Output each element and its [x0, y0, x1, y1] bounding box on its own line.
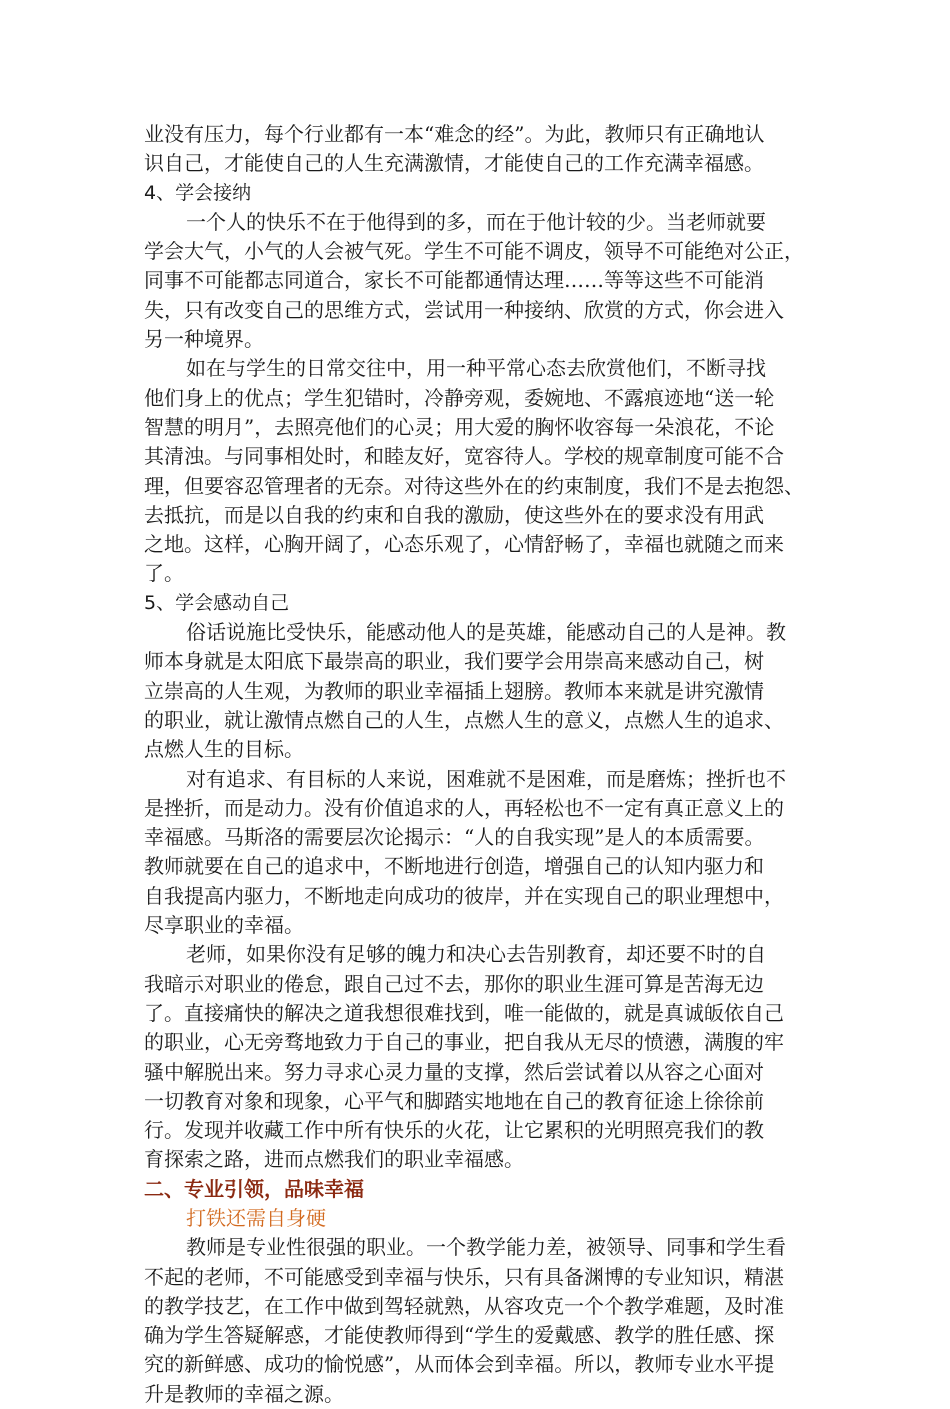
paragraph-line: 理，但要容忍管理者的无奈。对待这些外在的约束制度，我们不是去抱怨、: [144, 473, 804, 498]
paragraph-line: 一切教育对象和现象，心平气和脚踏实地地在自己的教育征途上徐徐前: [144, 1088, 764, 1113]
paragraph-line: 失，只有改变自己的思维方式，尝试用一种接纳、欣赏的方式，你会进入: [144, 297, 784, 322]
paragraph-line: 师本身就是太阳底下最崇高的职业，我们要学会用崇高来感动自己，树: [144, 649, 764, 674]
paragraph-line: 自我提高内驱力，不断地走向成功的彼岸，并在实现自己的职业理想中，: [144, 883, 784, 908]
subsection-heading: 4、学会接纳: [144, 181, 252, 204]
document-page: [144, 120, 816, 1409]
paragraph-line: 升是教师的幸福之源。: [144, 1381, 344, 1406]
paragraph-line: 其清浊。与同事相处时，和睦友好，宽容待人。学校的规章制度可能不合: [144, 444, 784, 469]
paragraph-line: 教师就要在自己的追求中，不断地进行创造，增强自己的认知内驱力和: [144, 854, 764, 879]
paragraph-first-line: 老师，如果你没有足够的魄力和决心去告别教育，却还要不时的自: [186, 942, 766, 967]
paragraph-line: 育探索之路，进而点燃我们的职业幸福感。: [144, 1147, 524, 1172]
paragraph-line: 我暗示对职业的倦怠，跟自己过不去，那你的职业生涯可算是苦海无边: [144, 971, 764, 996]
paragraph-line: 骚中解脱出来。努力寻求心灵力量的支撑，然后尝试着以从容之心面对: [144, 1059, 764, 1084]
paragraph-line: 他们身上的优点；学生犯错时，冷静旁观，委婉地、不露痕迹地“送一轮: [144, 385, 775, 410]
paragraph-line: 的职业，就让激情点燃自己的人生，点燃人生的意义，点燃人生的追求、: [144, 707, 784, 732]
paragraph-line: 行。发现并收藏工作中所有快乐的火花，让它累积的光明照亮我们的教: [144, 1118, 764, 1143]
paragraph-line: 了。: [144, 561, 184, 586]
paragraph-line: 的教学技艺，在工作中做到驾轻就熟，从容攻克一个个教学难题，及时准: [144, 1293, 784, 1318]
paragraph-line: 业没有压力，每个行业都有一本“难念的经”。为此，教师只有正确地认: [144, 122, 765, 146]
paragraph-line: 了。直接痛快的解决之道我想很难找到，唯一能做的，就是真诚皈依自己: [144, 1000, 784, 1025]
paragraph-line: 之地。这样，心胸开阔了，心态乐观了，心情舒畅了，幸福也就随之而来: [144, 532, 784, 557]
paragraph-line: 点燃人生的目标。: [144, 737, 304, 762]
paragraph-line: 同事不可能都志同道合，家长不可能都通情达理……等等这些不可能消: [144, 268, 764, 293]
paragraph-line: 学会大气，小气的人会被气死。学生不可能不调皮，领导不可能绝对公正，: [144, 239, 804, 264]
paragraph-first-line: 俗话说施比受快乐，能感动他人的是英雄，能感动自己的人是神。教: [186, 620, 786, 645]
paragraph-line: 是挫折，而是动力。没有价值追求的人，再轻松也不一定有真正意义上的: [144, 795, 784, 820]
paragraph-line: 识自己，才能使自己的人生充满激情，才能使自己的工作充满幸福感。: [144, 151, 764, 176]
paragraph-first-line: 如在与学生的日常交往中，用一种平常心态去欣赏他们，不断寻找: [186, 356, 766, 381]
paragraph-line: 确为学生答疑解惑，才能使教师得到“学生的爱戴感、教学的胜任感、探: [144, 1323, 775, 1348]
paragraph-first-line: 教师是专业性很强的职业。一个教学能力差，被领导、同事和学生看: [186, 1235, 786, 1260]
paragraph-first-line: 一个人的快乐不在于他得到的多，而在于他计较的少。当老师就要: [186, 209, 766, 234]
paragraph-first-line: 对有追求、有目标的人来说，困难就不是困难，而是磨炼；挫折也不: [186, 766, 786, 791]
paragraph-line: 的职业，心无旁骛地致力于自己的事业，把自我从无尽的愤懑，满腹的牢: [144, 1030, 784, 1055]
paragraph-line: 不起的老师，不可能感受到幸福与快乐，只有具备渊博的专业知识，精湛: [144, 1264, 784, 1289]
paragraph-line: 尽享职业的幸福。: [144, 913, 304, 938]
section-heading: 二、专业引领，品味幸福: [144, 1176, 364, 1201]
paragraph-line: 智慧的明月”，去照亮他们的心灵；用大爱的胸怀收容每一朵浪花，不论: [144, 414, 775, 439]
paragraph-line: 另一种境界。: [144, 327, 264, 352]
paragraph-line: 幸福感。马斯洛的需要层次论揭示：“人的自我实现”是人的本质需要。: [144, 825, 765, 850]
paragraph-line: 立崇高的人生观，为教师的职业幸福插上翅膀。教师本来就是讲究激情: [144, 678, 764, 703]
paragraph-line: 究的新鲜感、成功的愉悦感”，从而体会到幸福。所以，教师专业水平提: [144, 1352, 775, 1377]
subsection-heading: 5、学会感动自己: [144, 591, 290, 614]
section-subtitle: 打铁还需自身硬: [186, 1205, 326, 1230]
paragraph-line: 去抵抗，而是以自我的约束和自我的激励，使这些外在的要求没有用武: [144, 502, 764, 527]
